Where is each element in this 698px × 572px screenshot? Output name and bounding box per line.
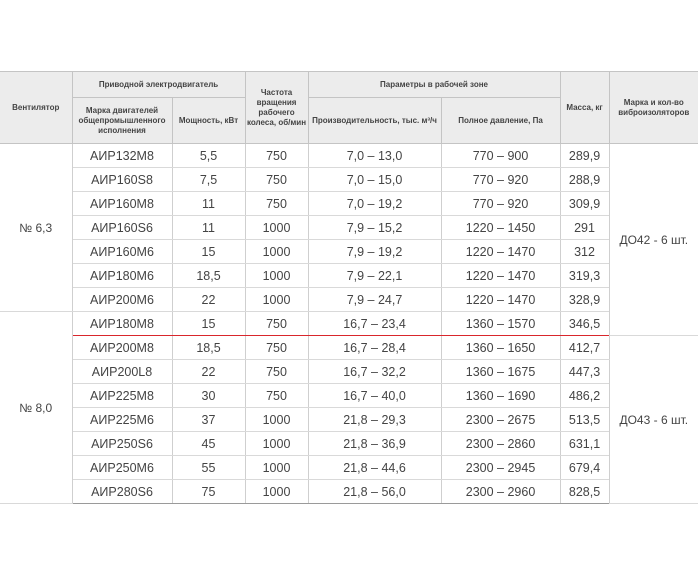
table-row — [0, 312, 698, 336]
capacity-cell: 21,8 – 36,9 — [308, 432, 441, 456]
pressure-cell: 1360 – 1675 — [441, 360, 560, 384]
table-row — [0, 264, 698, 288]
capacity-cell: 7,9 – 24,7 — [308, 288, 441, 312]
table-body — [0, 144, 698, 504]
header-rotation: Частота вращения рабочего колеса, об/мин — [245, 72, 308, 144]
header-pressure: Полное давление, Па — [441, 98, 560, 144]
rpm-cell: 1000 — [245, 456, 308, 480]
mass-cell: 309,9 — [560, 192, 609, 216]
motor-brand-cell: АИР160М8 — [72, 192, 172, 216]
power-cell: 18,5 — [172, 336, 245, 360]
mass-cell: 828,5 — [560, 480, 609, 504]
power-cell: 15 — [172, 312, 245, 336]
motor-brand-cell: АИР180М8 — [72, 312, 172, 336]
power-cell: 55 — [172, 456, 245, 480]
pressure-cell: 770 – 920 — [441, 192, 560, 216]
rpm-cell: 1000 — [245, 408, 308, 432]
motor-brand-cell: АИР225М8 — [72, 384, 172, 408]
pressure-cell: 770 – 900 — [441, 144, 560, 168]
pressure-cell: 2300 – 2675 — [441, 408, 560, 432]
motor-brand-cell: АИР160М6 — [72, 240, 172, 264]
table-row — [0, 168, 698, 192]
fan-model-cell: № 8,0 — [0, 312, 72, 504]
power-cell: 11 — [172, 192, 245, 216]
header-fan: Вентилятор — [0, 72, 72, 144]
header-motor-group: Приводной электродвигатель — [72, 72, 245, 98]
pressure-cell: 2300 – 2960 — [441, 480, 560, 504]
header-motor-brand: Марка двигателей общепромышленного исполнения — [72, 98, 172, 144]
fan-model-cell: № 6,3 — [0, 144, 72, 312]
pressure-cell: 1360 – 1570 — [441, 312, 560, 336]
mass-cell: 346,5 — [560, 312, 609, 336]
pressure-cell: 1360 – 1690 — [441, 384, 560, 408]
table-row — [0, 456, 698, 480]
motor-brand-cell: АИР160S6 — [72, 216, 172, 240]
mass-cell: 513,5 — [560, 408, 609, 432]
pressure-cell: 1360 – 1650 — [441, 336, 560, 360]
mass-cell: 486,2 — [560, 384, 609, 408]
table-row — [0, 216, 698, 240]
fan-spec-table-wrapper — [0, 71, 698, 504]
motor-brand-cell: АИР250S6 — [72, 432, 172, 456]
capacity-cell: 16,7 – 28,4 — [308, 336, 441, 360]
capacity-cell: 7,9 – 15,2 — [308, 216, 441, 240]
rpm-cell: 750 — [245, 144, 308, 168]
pressure-cell: 770 – 920 — [441, 168, 560, 192]
motor-brand-cell: АИР250М6 — [72, 456, 172, 480]
table-row — [0, 384, 698, 408]
pressure-cell: 1220 – 1470 — [441, 288, 560, 312]
mass-cell: 288,9 — [560, 168, 609, 192]
power-cell: 37 — [172, 408, 245, 432]
table-row — [0, 408, 698, 432]
pressure-cell: 2300 – 2945 — [441, 456, 560, 480]
motor-brand-cell: АИР200L8 — [72, 360, 172, 384]
header-power: Мощность, кВт — [172, 98, 245, 144]
capacity-cell: 7,0 – 15,0 — [308, 168, 441, 192]
rpm-cell: 750 — [245, 168, 308, 192]
power-cell: 7,5 — [172, 168, 245, 192]
power-cell: 5,5 — [172, 144, 245, 168]
motor-brand-cell: АИР225М6 — [72, 408, 172, 432]
header-isolators: Марка и кол-во виброизоляторов — [609, 72, 698, 144]
header-mass: Масса, кг — [560, 72, 609, 144]
pressure-cell: 1220 – 1450 — [441, 216, 560, 240]
power-cell: 75 — [172, 480, 245, 504]
mass-cell: 319,3 — [560, 264, 609, 288]
power-cell: 15 — [172, 240, 245, 264]
mass-cell: 679,4 — [560, 456, 609, 480]
pressure-cell: 1220 – 1470 — [441, 264, 560, 288]
rpm-cell: 1000 — [245, 432, 308, 456]
table-row — [0, 240, 698, 264]
motor-brand-cell: АИР200М8 — [72, 336, 172, 360]
power-cell: 18,5 — [172, 264, 245, 288]
table-row — [0, 144, 698, 168]
table-row — [0, 336, 698, 360]
capacity-cell: 16,7 – 32,2 — [308, 360, 441, 384]
table-row — [0, 360, 698, 384]
mass-cell: 289,9 — [560, 144, 609, 168]
mass-cell: 312 — [560, 240, 609, 264]
rpm-cell: 750 — [245, 192, 308, 216]
mass-cell: 291 — [560, 216, 609, 240]
power-cell: 22 — [172, 360, 245, 384]
rpm-cell: 750 — [245, 384, 308, 408]
rpm-cell: 1000 — [245, 264, 308, 288]
pressure-cell: 1220 – 1470 — [441, 240, 560, 264]
motor-brand-cell: АИР180М6 — [72, 264, 172, 288]
power-cell: 22 — [172, 288, 245, 312]
motor-brand-cell: АИР160S8 — [72, 168, 172, 192]
mass-cell: 447,3 — [560, 360, 609, 384]
rpm-cell: 750 — [245, 312, 308, 336]
capacity-cell: 16,7 – 40,0 — [308, 384, 441, 408]
table-row — [0, 192, 698, 216]
capacity-cell: 16,7 – 23,4 — [308, 312, 441, 336]
capacity-cell: 21,8 – 56,0 — [308, 480, 441, 504]
pressure-cell: 2300 – 2860 — [441, 432, 560, 456]
capacity-cell: 7,0 – 19,2 — [308, 192, 441, 216]
power-cell: 11 — [172, 216, 245, 240]
table-row — [0, 288, 698, 312]
rpm-cell: 1000 — [245, 216, 308, 240]
capacity-cell: 7,0 – 13,0 — [308, 144, 441, 168]
header-params-group: Параметры в рабочей зоне — [308, 72, 560, 98]
capacity-cell: 7,9 – 22,1 — [308, 264, 441, 288]
fan-spec-table — [0, 71, 698, 504]
isolator-cell: ДО43 - 6 шт. — [609, 336, 698, 504]
isolator-cell: ДО42 - 6 шт. — [609, 144, 698, 336]
table-row — [0, 480, 698, 504]
capacity-cell: 7,9 – 19,2 — [308, 240, 441, 264]
table-row — [0, 432, 698, 456]
mass-cell: 328,9 — [560, 288, 609, 312]
power-cell: 30 — [172, 384, 245, 408]
capacity-cell: 21,8 – 29,3 — [308, 408, 441, 432]
rpm-cell: 750 — [245, 336, 308, 360]
mass-cell: 631,1 — [560, 432, 609, 456]
rpm-cell: 1000 — [245, 480, 308, 504]
motor-brand-cell: АИР132М8 — [72, 144, 172, 168]
motor-brand-cell: АИР200М6 — [72, 288, 172, 312]
header-capacity: Производительность, тыс. м³/ч — [308, 98, 441, 144]
motor-brand-cell: АИР280S6 — [72, 480, 172, 504]
rpm-cell: 1000 — [245, 288, 308, 312]
rpm-cell: 1000 — [245, 240, 308, 264]
power-cell: 45 — [172, 432, 245, 456]
rpm-cell: 750 — [245, 360, 308, 384]
mass-cell: 412,7 — [560, 336, 609, 360]
capacity-cell: 21,8 – 44,6 — [308, 456, 441, 480]
